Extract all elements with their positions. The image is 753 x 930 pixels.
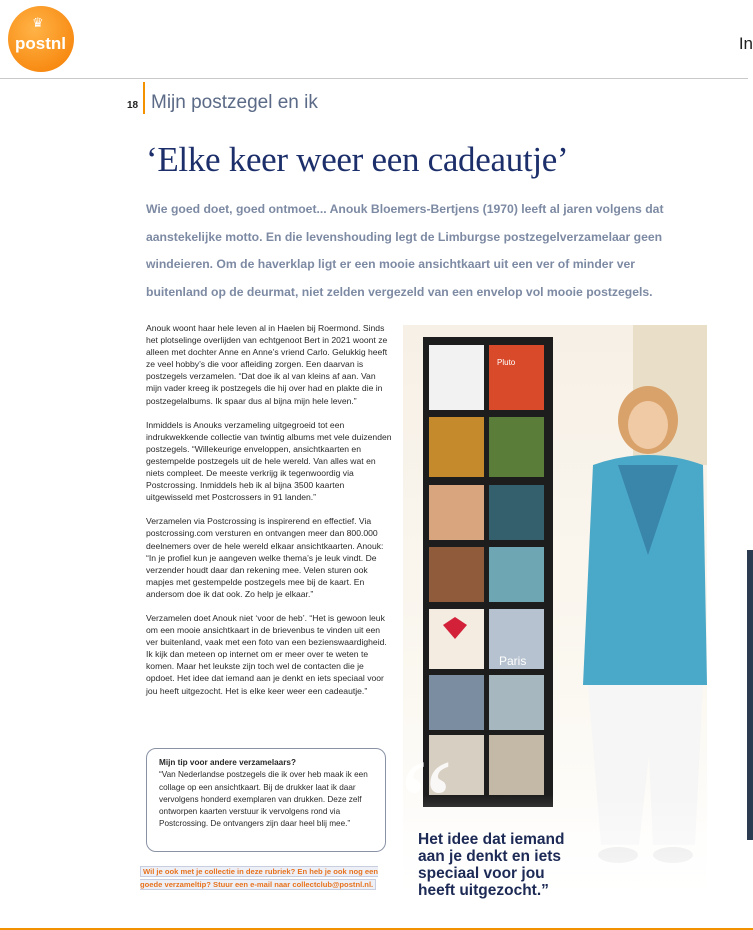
- face: [628, 401, 668, 449]
- tip-text: “Van Nederlandse postzegels die ik over heb maak ik een collage op een ansichtkaart. Bij de drukker laat ik daar vervolgens honderd exemplaren van drukken. Deze zelf ontworpen kaarten verstuur ik vervolgens rond via Postcrossing. De ontvangers zijn daar heel blij mee.”: [159, 770, 368, 829]
- paragraph: Inmiddels is Anouks verzameling uitgegroeid tot een indrukwekkende collectie van twintig albums met vele duizenden postzegels. “Willekeurige enveloppen, ansichtkaarten en gestempelde postzegels uit de hele wereld. Van alles wat en niets compleet. De meeste verkrijg ik tegenwoordig via Postcrossing. Inmiddels heb ik al bijna 3500 kaarten uitgewisseld met Postcrossers in 91 landen.”: [146, 419, 392, 503]
- quote-mark-icon: “: [400, 735, 454, 868]
- next-page-photo-edge: [747, 550, 753, 840]
- header-bar: [0, 0, 753, 79]
- paragraph: Verzamelen via Postcrossing is inspirerend en effectief. Via postcrossing.com versturen en ontvangen meer dan 800.000 deelnemers over de hele wereld elkaar ansichtkaarten. Anouk: “In je profiel kun je aangeven welke thema’s je leuk vindt. De verzender houdt daar dan rekening mee. Velen sturen ook mapjes met gestempelde postzegels mee bij de kaart. En andersom doe ik dat ook. Zo help je elkaar.”: [146, 516, 384, 599]
- card-label: Paris: [499, 654, 527, 668]
- page-number: 18: [127, 100, 139, 111]
- tip-box: [146, 748, 386, 852]
- callout-text[interactable]: Wil je ook met je collectie in deze rubriek? En heb je ook nog een goede verzameltip? Stuur een e-mail naar collectclub@postnl.nl.: [140, 867, 378, 889]
- submission-callout: [140, 865, 380, 891]
- logo-text: postnl: [15, 34, 66, 53]
- article-intro: Wie goed doet, goed ontmoet... Anouk Bloemers-Bertjens (1970) leeft al jaren volgens dat aanstekelijke motto. En die levenshouding legt de Limburgse postzegelverzamelaar geen windeieren. Om de haverklap ligt er een mooie ansichtkaart uit een ver of minder ver buitenland op de deurmat, niet zelden vergezeld van een envelop vol mooie postzegels.: [146, 202, 664, 299]
- crown-icon: ♛: [32, 15, 44, 30]
- next-page-fragment: In: [738, 34, 753, 53]
- tip-title: Mijn tip voor andere verzamelaars?: [159, 758, 296, 767]
- pull-quote: Het idee dat iemand aan je denkt en iets speciaal voor jou heeft uitgezocht.”: [418, 831, 565, 899]
- postnl-logo[interactable]: [8, 6, 74, 72]
- section-divider: [143, 82, 145, 114]
- paragraph: Verzamelen doet Anouk niet ‘voor de heb’. “Het is gewoon leuk om een mooie ansichtkaart in de brievenbus te vinden uit een ver buitenland, vaak met een foto van een bezienswaardigheid. Ik kijk dan meteen op internet om er meer over te weten te komen. Maar het leukste zijn toch wel de contacten die je opdoet. Het idee dat iemand aan je denkt en iets speciaal voor jou heeft uitgezocht. Het is elke keer weer een cadeautje.”: [146, 612, 387, 696]
- article-body: [146, 322, 392, 709]
- section-title: Mijn postzegel en ik: [151, 92, 318, 113]
- paragraph: Anouk woont haar hele leven al in Haelen bij Roermond. Sinds het plotselinge overlijden van echtgenoot Bert in 2021 woont ze alleen met dochter Anne en Anne’s vriend Carlo. Gelukkig heeft ze veel hobby’s die voor afleiding zorgen. Een daarvan is postzegels verzamelen. “Dat doe ik al van kleins af aan. Van mijn vader kreeg ik postzegels die hij over had en plakte die in postzegelalbums. Ik spaar dus al bijna mijn hele leven.”: [146, 323, 388, 406]
- article-headline: ‘Elke keer weer een cadeautje’: [146, 140, 569, 179]
- card-label: Pluto: [497, 358, 516, 367]
